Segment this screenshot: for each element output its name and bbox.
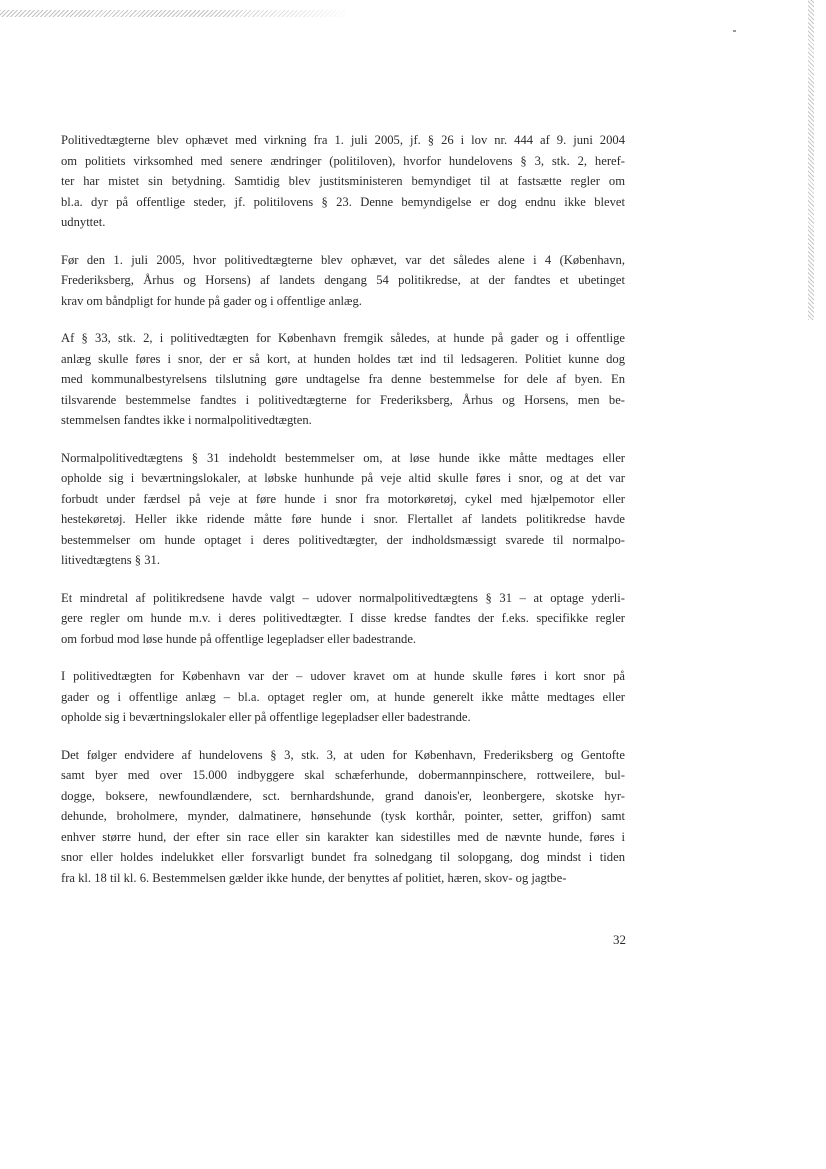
text-line: Det følger endvidere af hundelovens § 3, stk. 3, at uden for København, Frederiksberg og Gentofte bbox=[61, 747, 625, 762]
text-line: om forbud mod løse hunde på offentlige legepladser eller badestrande. bbox=[61, 631, 417, 646]
text-line: bestemmelser om hunde optaget i deres politivedtægter, der indholdsmæssigt svarede til normalpo- bbox=[61, 532, 625, 547]
body-text bbox=[61, 130, 625, 905]
paragraph bbox=[61, 130, 625, 233]
scan-artifact-right bbox=[808, 0, 814, 320]
text-line: Af § 33, stk. 2, i politivedtægten for København fremgik således, at hunde på gader og i offentlige bbox=[61, 331, 625, 345]
text-line: Politivedtægterne blev ophævet med virkning fra 1. juli 2005, jf. § 26 i lov nr. 444 af 9. juni 2004 bbox=[61, 133, 625, 147]
text-line: Normalpolitivedtægtens § 31 indeholdt bestemmelser om, at løse hunde ikke måtte medtages eller bbox=[61, 450, 625, 465]
text-line: I politivedtægten for København var der – udover kravet om at hunde skulle føres i kort snor på bbox=[61, 669, 625, 683]
text-line: udnyttet. bbox=[61, 215, 106, 229]
text-line: bl.a. dyr på offentlige steder, jf. politilovens § 23. Denne bemyndigelse er dog endnu ikke blevet bbox=[61, 194, 625, 209]
page-number: 32 bbox=[613, 932, 626, 947]
scan-artifact-dot bbox=[733, 30, 736, 32]
paragraph bbox=[61, 588, 625, 650]
text-line: gader og i offentlige anlæg – bl.a. optaget regler om, at hunde generelt ikke måtte medtages eller bbox=[61, 689, 625, 704]
text-line: forbudt under færdsel på veje at føre hunde i snor fra motorkøretøj, cykel med hjælpemotor eller bbox=[61, 491, 625, 506]
text-line: ter har mistet sin betydning. Samtidig blev justitsministeren bemyndiget til at fastsætte regler om bbox=[61, 174, 625, 188]
text-line: fra kl. 18 til kl. 6. Bestemmelsen gælder ikke hunde, der benyttes af politiet, hæren, skov- og jagtbe- bbox=[61, 870, 567, 885]
text-line: Et mindretal af politikredsene havde valgt – udover normalpolitivedtægtens § 31 – at optage yderli- bbox=[61, 590, 625, 605]
text-line: Før den 1. juli 2005, hvor politivedtægterne blev ophævet, var det således alene i 4 (København, bbox=[61, 252, 625, 267]
text-line: med kommunalbestyrelsens tilslutning gøre undtagelse fra denne bestemmelse for dele af byen. En bbox=[61, 372, 625, 386]
text-line: tilsvarende bestemmelse fandtes i politivedtægterne for Frederiksberg, Århus og Horsens, men be- bbox=[61, 392, 625, 407]
paragraph bbox=[61, 250, 625, 312]
text-line: litivedtægtens § 31. bbox=[61, 553, 160, 567]
paragraph bbox=[61, 328, 625, 431]
text-line: om politiets virksomhed med senere ændringer (politiloven), hvorfor hundelovens § 3, stk. 2, heref- bbox=[61, 153, 625, 168]
text-line: anlæg skulle føres i snor, der er så kort, at hunden holdes tæt ind til ledsageren. Politiet kunne dog bbox=[61, 351, 625, 366]
text-line: samt byer med over 15.000 indbyggere skal schæferhunde, dobermannpinschere, rottweilere, bul- bbox=[61, 768, 625, 782]
scan-artifact-top-fade bbox=[0, 10, 345, 17]
text-line: snor eller holdes indelukket eller forsvarligt bundet fra solnedgang til solopgang, dog mindst i tiden bbox=[61, 850, 625, 864]
text-line: dogge, boksere, newfoundlændere, sct. bernhardshunde, grand danois'er, leonbergere, skotske hyr- bbox=[61, 788, 625, 803]
text-line: opholde sig i beværtningslokaler, at løbske hunhunde på veje altid skulle føres i snor, og at det var bbox=[61, 471, 625, 485]
text-line: gere regler om hunde m.v. i deres politivedtægter. I disse kredse fandtes der f.eks. specifikke regler bbox=[61, 611, 625, 625]
paragraph bbox=[61, 448, 625, 571]
text-line: stemmelsen fandtes ikke i normalpolitivedtægten. bbox=[61, 413, 312, 427]
text-line: dehunde, broholmere, mynder, dalmatinere, hønsehunde (tysk korthår, pointer, setter, griffon) samt bbox=[61, 809, 625, 823]
text-line: Frederiksberg, Århus og Horsens) af landets dengang 54 politikredse, at der fandtes et ubetinget bbox=[61, 273, 625, 287]
text-line: hestekøretøj. Heller ikke ridende måtte føre hunde i snor. Flertallet af landets politikredse havde bbox=[61, 512, 625, 526]
paragraph bbox=[61, 666, 625, 728]
text-line: krav om båndpligt for hunde på gader og i offentlige anlæg. bbox=[61, 293, 362, 308]
text-line: opholde sig i beværtningslokaler eller på offentlige legepladser eller badestrande. bbox=[61, 710, 471, 724]
text-line: enhver større hund, der efter sin race eller sin karakter kan sidestilles med de nævnte hunde, føres i bbox=[61, 829, 625, 844]
paragraph bbox=[61, 745, 625, 889]
